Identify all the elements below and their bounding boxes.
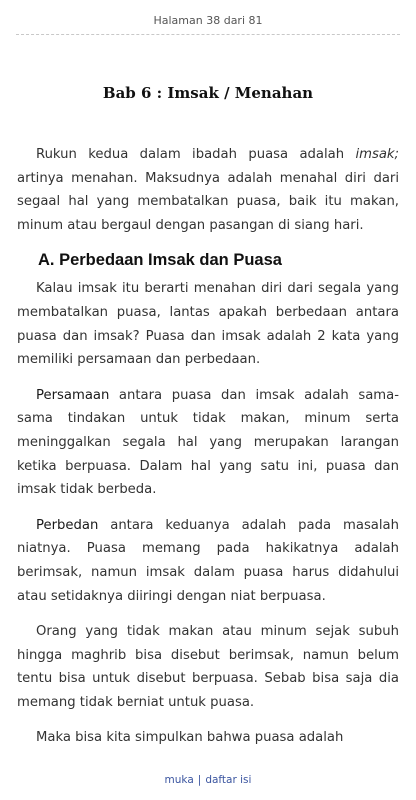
footer-nav: [0, 774, 416, 786]
paragraph-4: Orang yang tidak makan atau minum sejak subuh hingga maghrib bisa disebut berimsak, namun belum tentu bisa untuk disebut berpuasa. Sebab bisa saja dia memang tidak berniat untuk puasa.: [17, 624, 399, 710]
term-perbedan: Perbedan: [36, 517, 99, 533]
paragraph-3: [17, 514, 399, 608]
paragraph-3-text: antara keduanya adalah pada masalah niatnya. Puasa memang pada hakikatnya adalah berimsak, namun imsak dalam puasa harus didahului atau setidaknya diiringi dengan niat berpuasa.: [17, 517, 399, 604]
page-indicator: Halaman 38 dari 81: [153, 14, 263, 27]
intro-text-before: Rukun kedua dalam ibadah puasa adalah: [36, 147, 356, 162]
toc-link[interactable]: daftar isi: [205, 774, 252, 786]
paragraph-1: Kalau imsak itu berarti menahan diri dari segala yang membatalkan puasa, lantas apakah berbedaan antara puasa dan imsak? Puasa dan imsak adalah 2 kata yang memiliki persamaan dan perbedaan.: [17, 281, 399, 368]
section-heading: A. Perbedaan Imsak dan Puasa: [38, 251, 282, 270]
paragraph-5: Maka bisa kita simpulkan bahwa puasa adalah: [36, 730, 344, 746]
paragraph-2: [17, 384, 399, 502]
chapter-title: Bab 6 : Imsak / Menahan: [102, 84, 314, 102]
intro-paragraph: [17, 143, 399, 237]
page-content: [17, 143, 399, 762]
intro-emphasis: imsak;: [355, 147, 399, 162]
paragraph-2-text: antara puasa dan imsak adalah sama-sama tindakan untuk tidak makan, minum serta meninggalkan segala hal yang merupakan larangan ketika berpuasa. Dalam hal yang satu ini, puasa dan imsak tidak berbeda.: [17, 387, 399, 498]
term-persamaan: Persamaan: [36, 387, 110, 403]
intro-text-after: artinya menahan. Maksudnya adalah menahal diri dari segaal hal yang membatalkan puasa, baik itu makan, minum atau bergaul dengan pasangan di siang hari.: [17, 170, 399, 233]
header-divider: [16, 34, 400, 35]
footer-separator: |: [197, 774, 202, 786]
home-link[interactable]: muka: [164, 774, 194, 786]
